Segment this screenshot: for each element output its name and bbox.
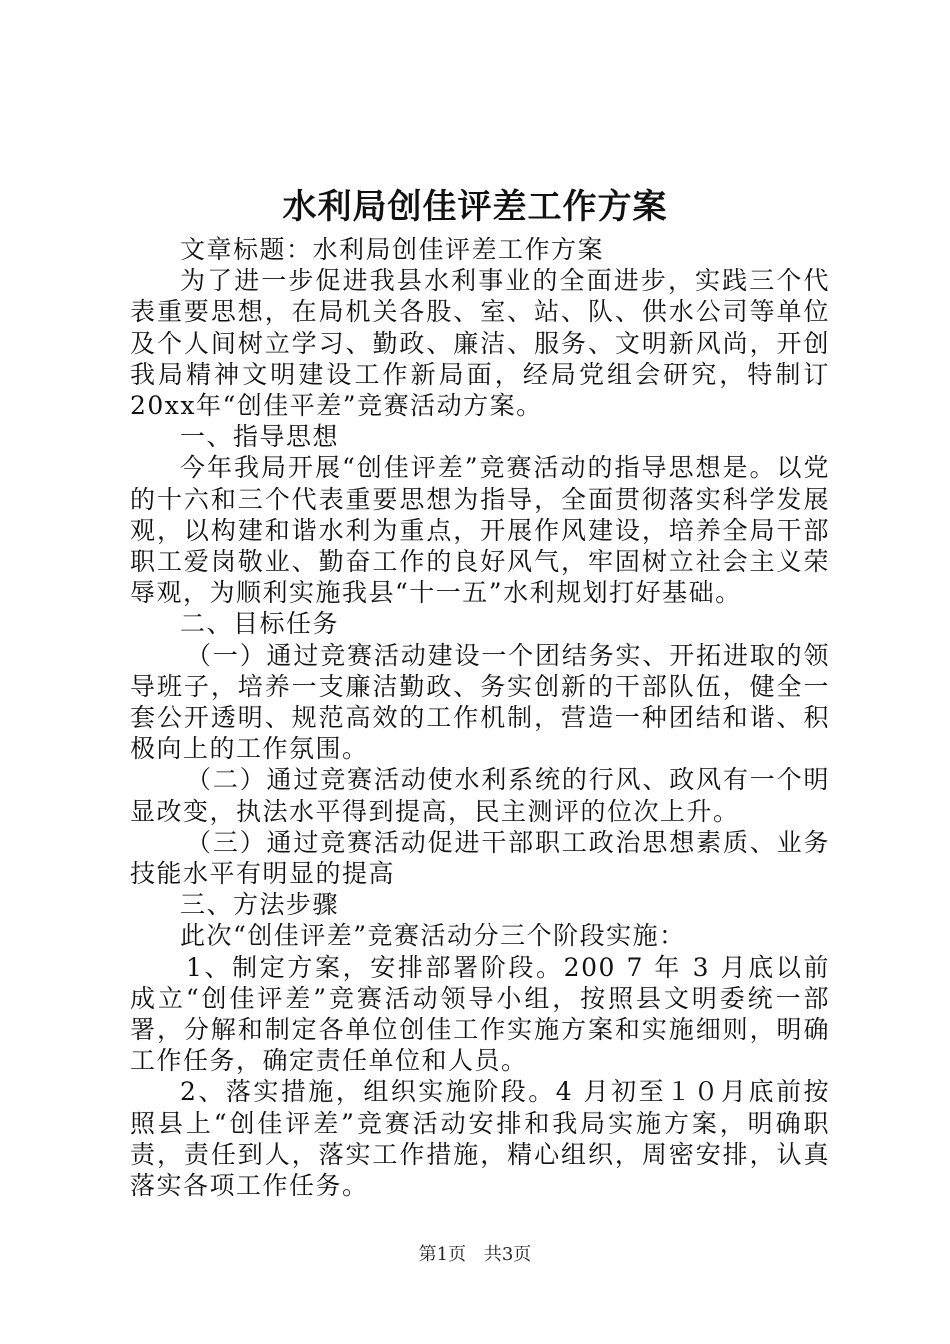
goal-item-3: （三）通过竞赛活动促进干部职工政治思想素质、业务技能水平有明显的提高 xyxy=(130,827,830,889)
section-heading-guiding-thought: 一、指导思想 xyxy=(180,422,340,452)
step-item-2: 2、落实措施，组织实施阶段。4 月初至１０月底前按照县上“创佳评差”竞赛活动安排和我局实施方案，明确职责，责任到人，落实工作措施，精心组织，周密安排，认真落实各项工作任务。 xyxy=(130,1077,830,1201)
document-body xyxy=(130,234,830,1201)
step-item-1: 1、制定方案，安排部署阶段。200 7 年 3 月底以前成立“创佳评差”竞赛活动领导小组，按照县文明委统一部署，分解和制定各单位创佳工作实施方案和实施细则，明确工作任务，确定责任单位和人员。 xyxy=(130,952,830,1076)
page-number: 第1页 xyxy=(418,1244,467,1265)
intro-paragraph: 为了进一步促进我县水利事业的全面进步，实践三个代表重要思想，在局机关各股、室、站、队、供水公司等单位及个人间树立学习、勤政、廉洁、服务、文明新风尚，开创我局精神文明建设工作新局面，经局党组会研究，特制订20xx年“创佳平差”竞赛活动方案。 xyxy=(130,266,830,421)
goal-item-1: （一）通过竞赛活动建设一个团结务实、开拓进取的领导班子，培养一支廉洁勤政、务实创新的干部队伍，健全一套公开透明、规范高效的工作机制，营造一种团结和谐、积极向上的工作氛围。 xyxy=(130,640,830,764)
page-footer xyxy=(0,1243,950,1267)
goal-item-2: （二）通过竞赛活动使水利系统的行风、政风有一个明显改变，执法水平得到提高，民主测评的位次上升。 xyxy=(130,765,830,826)
document-title: 水利局创佳评差工作方案 xyxy=(282,187,668,227)
page-total: 共3页 xyxy=(483,1244,532,1265)
section-heading-goals: 二、目标任务 xyxy=(180,609,340,639)
guiding-thought-paragraph: 今年我局开展“创佳评差”竞赛活动的指导思想是。以党的十六和三个代表重要思想为指导，全面贯彻落实科学发展观，以构建和谐水利为重点，开展作风建设，培养全局干部职工爱岗敬业、勤奋工作的良好风气，牢固树立社会主义荣辱观，为顺利实施我县“十一五”水利规划打好基础。 xyxy=(130,453,830,608)
section-heading-methods: 三、方法步骤 xyxy=(180,890,340,920)
methods-intro: 此次“创佳评差”竞赛活动分三个阶段实施： xyxy=(180,921,686,951)
article-title-line: 文章标题：水利局创佳评差工作方案 xyxy=(180,235,605,264)
